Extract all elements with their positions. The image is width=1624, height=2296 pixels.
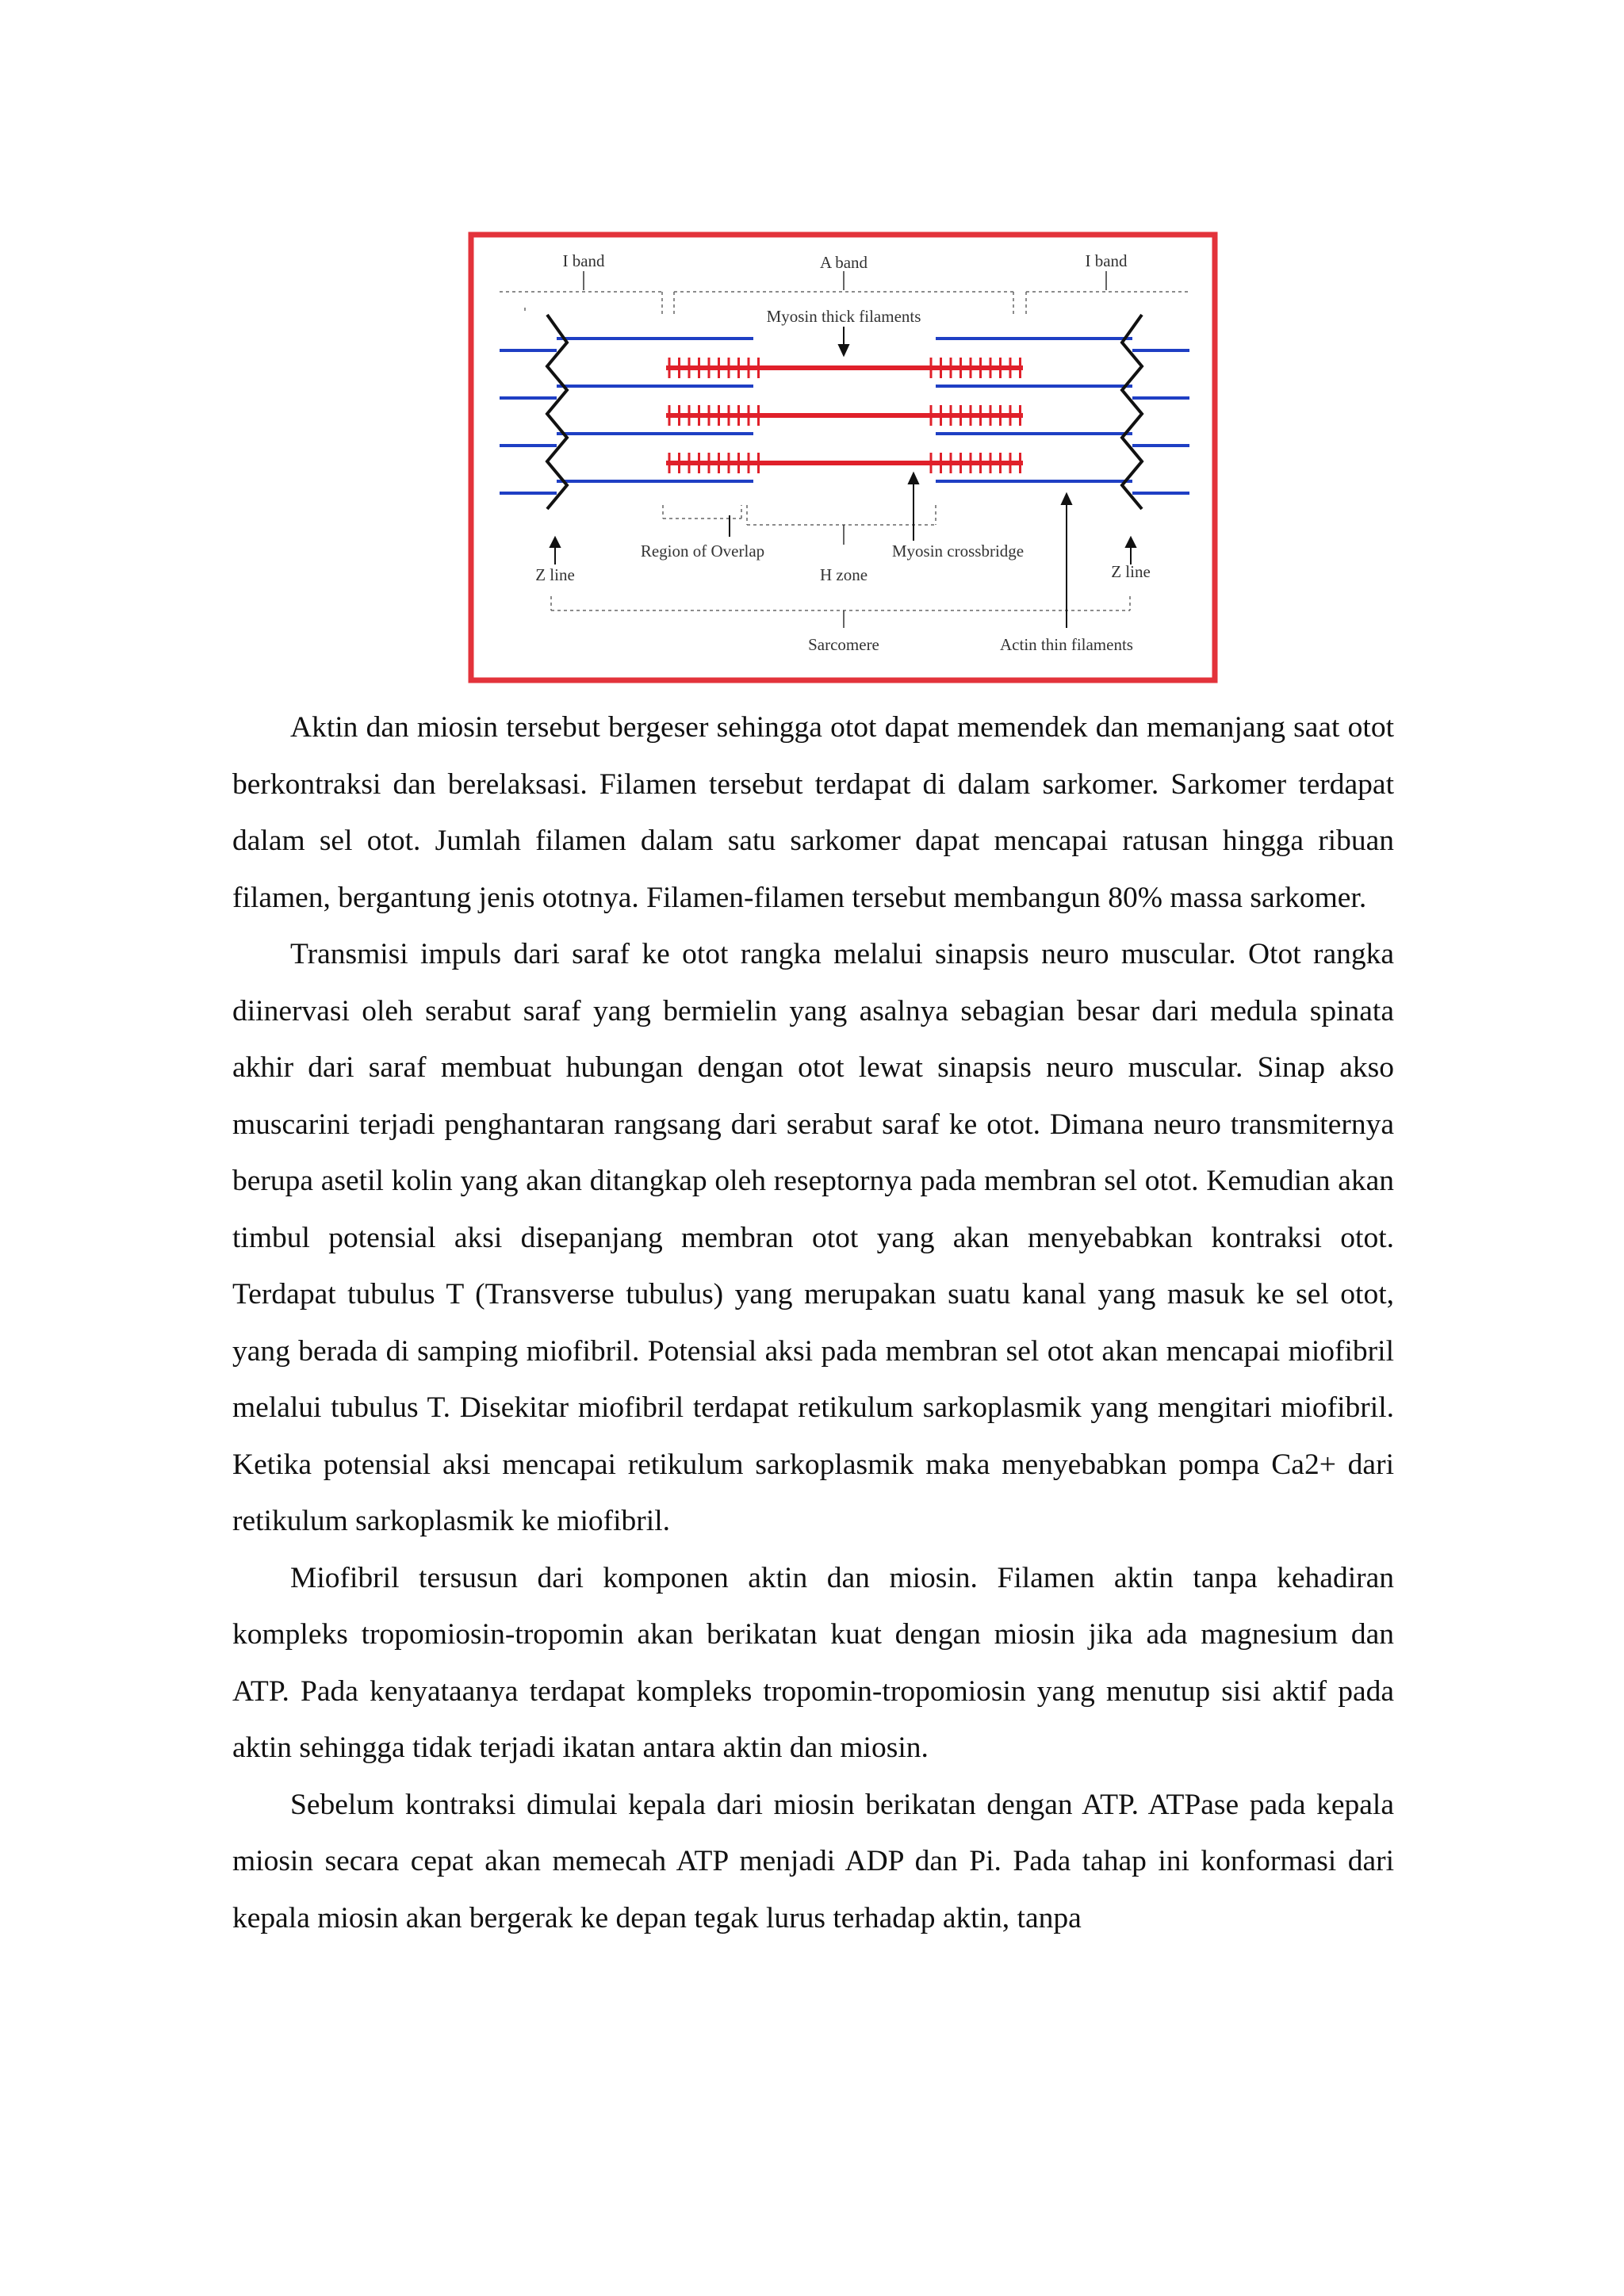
label-h-zone: H zone: [819, 565, 868, 584]
sarcomere-svg: [468, 232, 1218, 683]
label-i-band-right: I band: [1085, 251, 1128, 270]
label-z-line-right: Z line: [1111, 562, 1151, 581]
label-myosin-crossbridge: Myosin crossbridge: [891, 541, 1025, 561]
label-sarcomere: Sarcomere: [808, 635, 879, 654]
label-i-band-left: I band: [562, 251, 605, 270]
paragraph: Miofibril tersusun dari komponen aktin dan miosin. Filamen aktin tanpa kehadiran kompleks tropomiosin-tropomin akan berikatan kuat dengan miosin jika ada magnesium dan ATP. Pada kenyataanya terdapat kompleks tropomin-tropomiosin yang menutup sisi aktif pada aktin sehingga tidak terjadi ikatan antara aktin dan miosin.: [232, 1561, 1394, 1764]
label-z-line-left: Z line: [535, 565, 575, 584]
label-a-band: A band: [819, 253, 868, 272]
diagram-frame: [471, 235, 1215, 680]
label-actin-thin-filaments: Actin thin filaments: [1000, 635, 1133, 654]
label-myosin-thick-filaments: Myosin thick filaments: [766, 307, 921, 326]
paragraph: Aktin dan miosin tersebut bergeser sehingga otot dapat memendek dan memanjang saat otot berkontraksi dan berelaksasi. Filamen tersebut terdapat di dalam sarkomer. Sarkomer terdapat dalam sel otot. Jumlah filamen dalam satu sarkomer dapat mencapai ratusan hingga ribuan filamen, bergantung jenis ototnya. Filamen-filamen tersebut membangun 80% massa sarkomer.: [232, 711, 1394, 914]
body-text: [232, 699, 1394, 1946]
label-region-of-overlap: Region of Overlap: [640, 541, 765, 561]
paragraph: Sebelum kontraksi dimulai kepala dari miosin berikatan dengan ATP. ATPase pada kepala miosin secara cepat akan memecah ATP menjadi ADP dan Pi. Pada tahap ini konformasi dari kepala miosin akan bergerak ke depan tegak lurus terhadap aktin, tanpa: [232, 1788, 1394, 1934]
paragraph: Transmisi impuls dari saraf ke otot rangka melalui sinapsis neuro muscular. Otot rangka diinervasi oleh serabut saraf yang bermielin yang asalnya sebagian besar dari medula spinata akhir dari saraf membuat hubungan dengan otot lewat sinapsis neuro muscular. Sinap akso muscarini terjadi penghantaran rangsang dari serabut saraf ke otot. Dimana neuro transmiternya berupa asetil kolin yang akan ditangkap oleh reseptornya pada membran sel otot. Kemudian akan timbul potensial aksi disepanjang membran otot yang akan menyebabkan kontraksi otot. Terdapat tubulus T (Transverse tubulus) yang merupakan suatu kanal yang masuk ke sel otot, yang berada di samping miofibril. Potensial aksi pada membran sel otot akan mencapai miofibril melalui tubulus T. Disekitar miofibril terdapat retikulum sarkoplasmik yang mengitari miofibril. Ketika potensial aksi mencapai retikulum sarkoplasmik maka menyebabkan pompa Ca2+ dari retikulum sarkoplasmik ke miofibril.: [232, 938, 1394, 1537]
sarcomere-diagram: [468, 232, 1218, 683]
